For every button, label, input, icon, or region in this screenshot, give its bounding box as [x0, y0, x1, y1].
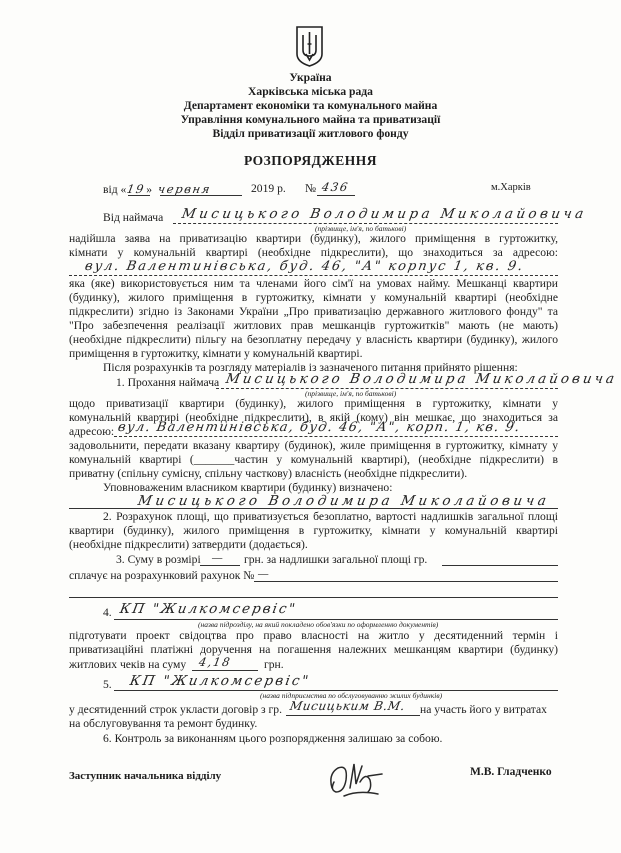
document-title: РОЗПОРЯДЖЕННЯ	[243, 153, 377, 168]
header-division: Відділ приватизації житлового фонду	[212, 127, 409, 140]
point3-prefix: 3. Суму в розмірі	[116, 553, 201, 566]
point4-prefix: 4.	[103, 606, 112, 619]
body-line-3: яка (яке) використовується ним та членами його сім'ї на умовах найму. Мешканці квартири	[69, 277, 558, 290]
body-line-4: (будинку), жилого приміщення в гуртожитку, кімнати у комунальній квартирі (необхідне	[69, 291, 558, 304]
date-prefix: від «	[103, 183, 127, 196]
property-address: вул. Валентинівська, буд. 46, "А" корпус 1, кв. 9.	[83, 259, 526, 274]
applicant-label: Від наймача	[103, 211, 164, 224]
point1-line-2: комунальній квартирі (необхідне підкреслити), в якій (кому) він мешкає, що знаходиться за	[69, 411, 558, 424]
city-name: м.Харків	[491, 182, 531, 193]
trident-coat-of-arms-icon	[294, 24, 325, 68]
point2-line-3: (необхідне підкреслити) затвердити (додається).	[69, 538, 308, 551]
point5-org: КП "Жилкомсервіс"	[128, 673, 312, 689]
applicant-name-caption: (прізвище, ім'я, по батькові)	[315, 224, 407, 233]
point1-owner-label: Уповноваженим власником квартири (будинку) визначено:	[103, 481, 393, 494]
point1-line-5: комунальній квартирі (_______частин у комунальній квартирі), (необхідне підкреслити) в	[69, 453, 558, 466]
point5-caption: (назва підприємства по обслуговуванню жилих будинків)	[260, 691, 443, 700]
handwritten-signature-icon	[324, 758, 386, 802]
point1-tenant-name: Мисицького Володимира Миколайовича	[224, 371, 619, 387]
point3-account-label: сплачує на розрахунковий рахунок №	[69, 569, 255, 582]
date-line	[103, 182, 234, 196]
point4-line-3-prefix: житлових чеків на суму	[69, 658, 187, 671]
applicant-name: Мисицького Володимира Миколайовича	[180, 206, 589, 222]
point5-person: Мисицьким В.М.	[288, 699, 407, 713]
point1-address-prefix: адресою:	[69, 425, 115, 438]
point1-line-6: приватну (спільну сумісну, спільну часткову) власність (необхідне підкреслити).	[69, 467, 468, 480]
point5-line-2: на обслуговування та ремонт будинку.	[69, 717, 258, 730]
header-administration: Управління комунального майна та приватизації	[180, 113, 441, 126]
signatory-position: Заступник начальника відділу	[69, 770, 222, 782]
point5-prefix: 5.	[103, 678, 112, 691]
date-mid: »	[146, 183, 153, 196]
order-number: 436	[320, 180, 351, 194]
body-line-1: надійшла заява на приватизацію квартири (будинку), жилого приміщення в гуртожитку,	[69, 232, 558, 245]
body-line-5: підкреслити) згідно із Законами України „Про приватизацію державного житлового фонду" та	[69, 305, 558, 318]
header-country: Україна	[289, 71, 332, 84]
date-month: червня	[156, 182, 213, 196]
date-day: 19	[126, 182, 147, 196]
body-line-9: Після розрахунків та розгляду матеріалів із зазначеного питання прийнято рішення:	[103, 361, 518, 374]
point1-line-1: щодо приватизації квартири (будинку), жилого приміщення в гуртожитку, кімнати у	[69, 397, 558, 410]
point5-line-1-prefix: у десятиденний строк укласти договір з гр.	[69, 703, 282, 716]
point5-line-1-suffix: на участь його у витратах	[420, 703, 547, 716]
point4-caption: (назва підрозділу, на який покладено обов'язки по оформленню документів)	[198, 620, 439, 629]
body-line-8: приміщення в гуртожитку, кімнати у комунальній квартирі.	[69, 347, 363, 360]
point1-prefix: 1. Прохання наймача	[116, 376, 220, 389]
signatory-name: М.В. Гладченко	[470, 766, 552, 778]
header-department: Департамент економіки та комунального майна	[183, 99, 438, 112]
point4-amount: 4,18	[197, 655, 233, 669]
order-number-label: №	[305, 182, 317, 195]
point2-line-2: квартири (будинку), жилого приміщення в гуртожитку, кімнати у комунальній квартирі	[69, 524, 558, 537]
point6-text: 6. Контроль за виконанням цього розпорядження залишаю за собою.	[103, 732, 443, 745]
point1-name-caption: (прізвище, ім'я, по батькові)	[305, 389, 397, 398]
date-year: 2019 р.	[251, 182, 286, 195]
point4-org: КП "Жилкомсервіс"	[118, 601, 299, 617]
point1-owner-name: Мисицького Володимира Миколайовича	[136, 493, 551, 509]
body-line-6: "Про забезпечення реалізації житлових прав мешканців гуртожитків" мають (не мають)	[69, 319, 558, 332]
point2-line-1: 2. Розрахунок площі, що приватизується безоплатно, вартості надлишків загальної площі	[103, 510, 558, 523]
body-line-7: (необхідне підкреслити) пільгу на безоплатну передачу у власність квартири (будинку), жилого	[69, 333, 558, 346]
point3-amount-blank: —	[212, 551, 223, 564]
body-line-2: кімнати у комунальній квартирі (необхідне підкреслити), що знаходиться за адресою:	[69, 246, 558, 259]
point3-account-blank: —	[258, 567, 269, 580]
point3-mid: грн. за надлишки загальної площі гр.	[244, 553, 428, 566]
header-council: Харківська міська рада	[248, 85, 373, 98]
point1-line-4: задовольнити, передати вказану квартиру (будинок), жиле приміщення в гуртожитку, кімнату у	[69, 439, 558, 452]
point1-address: вул. Валентинівська, буд. 46, "А", корп. 1, кв. 9.	[116, 420, 522, 435]
point4-line-3-suffix: грн.	[264, 658, 284, 671]
point4-line-2: приватизаційні платіжні доручення на погашення належних мешканцям квартири (будинку)	[69, 643, 558, 656]
point4-line-1: підготувати проект свідоцтва про право власності на житло у десятиденний термін і	[69, 629, 558, 642]
